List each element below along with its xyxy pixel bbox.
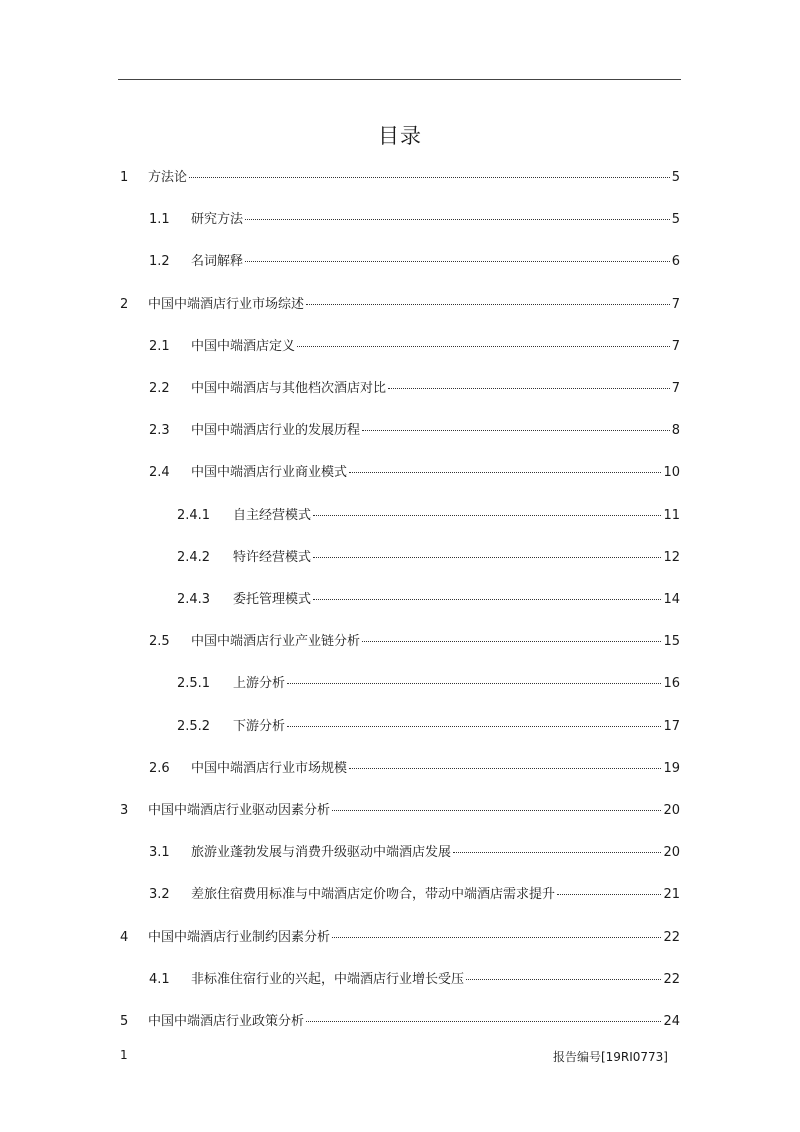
toc-entry-number: 2.4.1 [177,508,211,523]
toc-entry-number: 1.1 [149,212,170,227]
toc-dot-leader [332,810,661,811]
toc-dot-leader [349,768,661,769]
toc-entry-page: 5 [671,170,680,185]
toc-entry-number: 1.2 [149,254,170,269]
toc-entry-title: 中国中端酒店行业驱动因素分析 [148,803,331,818]
toc-entry-page: 17 [663,719,680,734]
toc-entry-page: 16 [663,676,680,691]
toc-entry[interactable] [149,254,680,270]
toc-entry-number: 2.4 [149,465,170,480]
footer-report-id: 报告编号[19RI0773] [552,1050,668,1064]
toc-entry[interactable] [149,761,680,777]
toc-entry-page: 24 [663,1014,680,1029]
toc-entry-title: 中国中端酒店行业政策分析 [148,1014,305,1029]
toc-entry-number: 2.4.2 [177,550,211,565]
toc-dot-leader [306,1021,661,1022]
toc-entry-title: 上游分析 [233,676,286,691]
toc-entry-title: 中国中端酒店行业的发展历程 [191,423,361,438]
toc-entry-page: 12 [663,550,680,565]
toc-entry[interactable] [149,212,680,228]
toc-entry-page: 22 [663,972,680,987]
toc-entry[interactable] [177,550,680,566]
toc-dot-leader [453,852,661,853]
toc-dot-leader [287,683,661,684]
toc-entry-title: 研究方法 [191,212,244,227]
toc-entry[interactable] [149,634,680,650]
toc-dot-leader [466,979,661,980]
toc-dot-leader [557,894,661,895]
toc-entry-page: 22 [663,930,680,945]
toc-entry-number: 3.2 [149,887,170,902]
toc-entry-page: 20 [663,803,680,818]
toc-entry[interactable] [120,930,680,946]
toc-entry[interactable] [149,339,680,355]
footer-page-number: 1 [120,1048,128,1062]
toc-entry-page: 7 [671,339,680,354]
toc-entry-title: 非标准住宿行业的兴起，中端酒店行业增长受压 [191,972,465,987]
toc-entry-number: 2.1 [149,339,170,354]
toc-entry-title: 差旅住宿费用标准与中端酒店定价吻合，带动中端酒店需求提升 [191,887,556,902]
toc-dot-leader [388,388,670,389]
toc-entry-title: 中国中端酒店定义 [191,339,296,354]
toc-entry[interactable] [120,1014,680,1030]
toc-dot-leader [313,557,661,558]
toc-entry-title: 自主经营模式 [233,508,312,523]
toc-entry[interactable] [149,465,680,481]
toc-entry-title: 下游分析 [233,719,286,734]
toc-entry-page: 7 [671,297,680,312]
toc-entry-page: 19 [663,761,680,776]
toc-entry-title: 特许经营模式 [233,550,312,565]
toc-entry-number: 2.5.2 [177,719,211,734]
header-rule [118,79,681,80]
toc-entry-page: 11 [663,508,680,523]
toc-entry-number: 5 [120,1014,129,1029]
toc-entry-page: 5 [671,212,680,227]
toc-entry-number: 3 [120,803,129,818]
toc-entry-page: 7 [671,381,680,396]
toc-entry-title: 中国中端酒店行业产业链分析 [191,634,361,649]
toc-entry-page: 21 [663,887,680,902]
toc-entry-title: 方法论 [148,170,188,185]
toc-entry-title: 中国中端酒店行业市场规模 [191,761,348,776]
toc-entry[interactable] [177,719,680,735]
toc-entry-page: 10 [663,465,680,480]
toc-entry-number: 2.5.1 [177,676,211,691]
toc-entry[interactable] [149,972,680,988]
toc-entry-number: 2.2 [149,381,170,396]
toc-entry-title: 名词解释 [191,254,244,269]
toc-entry-title: 委托管理模式 [233,592,312,607]
toc-entry[interactable] [149,887,680,903]
toc-dot-leader [245,261,670,262]
toc-entry-title: 中国中端酒店行业商业模式 [191,465,348,480]
toc-entry-number: 1 [120,170,129,185]
toc-entry-number: 2.6 [149,761,170,776]
toc-entry[interactable] [149,381,680,397]
toc-dot-leader [306,304,670,305]
toc-dot-leader [189,177,670,178]
toc-entry-number: 2.5 [149,634,170,649]
toc-entry-page: 20 [663,845,680,860]
toc-entry-page: 14 [663,592,680,607]
toc-entry-number: 2.4.3 [177,592,211,607]
toc-entry-number: 4 [120,930,129,945]
toc-entry[interactable] [177,508,680,524]
toc-entry-page: 15 [663,634,680,649]
toc-entry[interactable] [120,170,680,186]
toc-entry-number: 2 [120,297,129,312]
toc-entry[interactable] [120,297,680,313]
toc-dot-leader [349,472,661,473]
toc-entry-number: 2.3 [149,423,170,438]
toc-entry-number: 4.1 [149,972,170,987]
toc-entry-title: 中国中端酒店与其他档次酒店对比 [191,381,387,396]
toc-dot-leader [362,641,661,642]
toc-dot-leader [332,937,661,938]
toc-entry-page: 6 [671,254,680,269]
toc-entry[interactable] [120,803,680,819]
toc-title: 目录 [378,124,422,148]
toc-entry-title: 中国中端酒店行业市场综述 [148,297,305,312]
toc-dot-leader [362,430,670,431]
toc-entry[interactable] [149,845,680,861]
toc-dot-leader [313,515,661,516]
toc-dot-leader [313,599,661,600]
toc-dot-leader [245,219,670,220]
toc-entry[interactable] [149,423,680,439]
toc-entry-title: 中国中端酒店行业制约因素分析 [148,930,331,945]
toc-entry-number: 3.1 [149,845,170,860]
toc-dot-leader [287,726,661,727]
toc-entry-page: 8 [671,423,680,438]
toc-entry[interactable] [177,592,680,608]
toc-dot-leader [297,346,670,347]
toc-entry-title: 旅游业蓬勃发展与消费升级驱动中端酒店发展 [191,845,452,860]
toc-entry[interactable] [177,676,680,692]
